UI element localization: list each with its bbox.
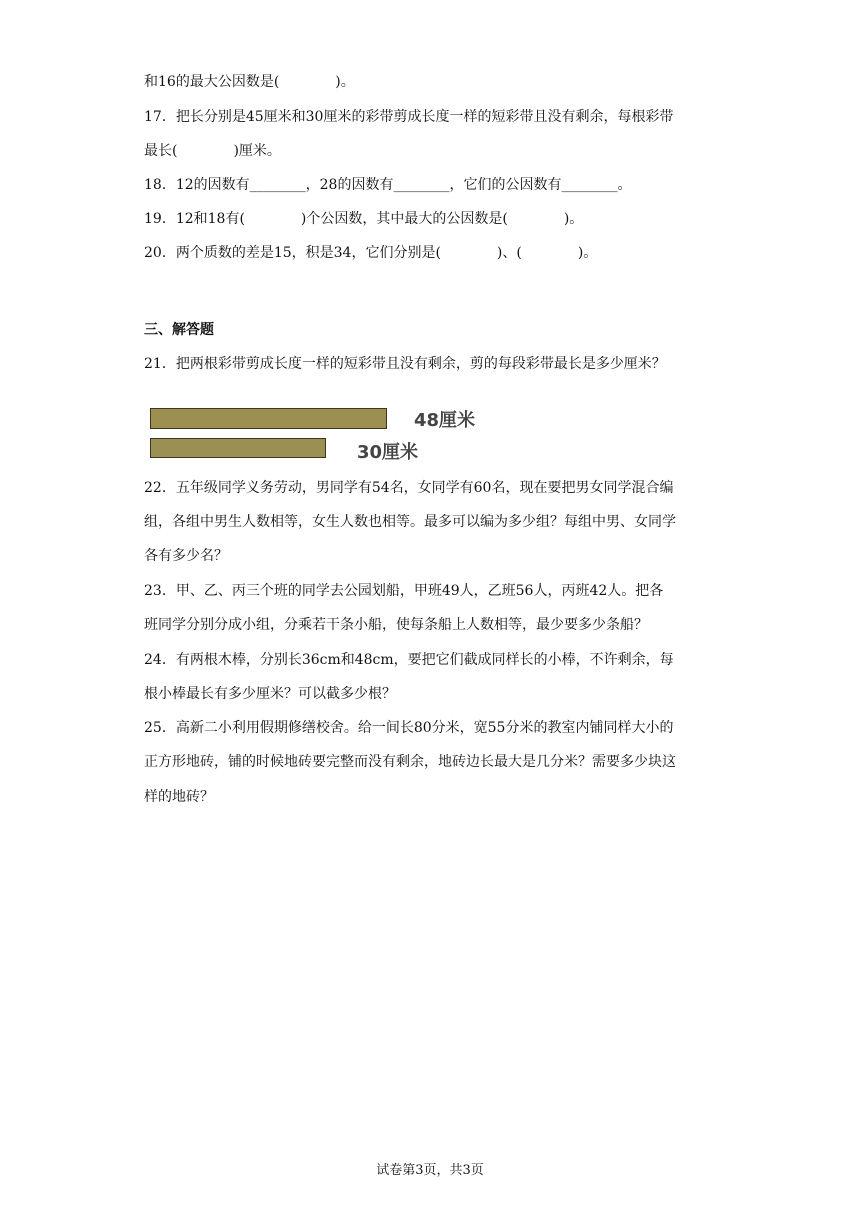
question-23-line-2: 班同学分别分成小组，分乘若干条小船，使每条船上人数相等，最少要多少条船？ bbox=[144, 617, 648, 633]
question-19: 19．12和18有( )个公因数，其中最大的公因数是( )。 bbox=[144, 211, 584, 227]
ribbon-label-30: 30厘米 bbox=[357, 442, 419, 463]
question-20: 20．两个质数的差是15，积是34，它们分别是( )、( )。 bbox=[144, 245, 598, 261]
question-25-line-2: 正方形地砖，铺的时候地砖要完整而没有剩余，地砖边长最大是几分米？需要多少块这 bbox=[144, 754, 676, 770]
question-16-continuation: 和16的最大公因数是( )。 bbox=[144, 74, 355, 90]
question-17-line-2: 最长( )厘米。 bbox=[144, 143, 281, 159]
question-25-line-3: 样的地砖？ bbox=[144, 789, 214, 805]
section-title: 三、解答题 bbox=[144, 322, 214, 338]
ribbon-label-48: 48厘米 bbox=[414, 410, 476, 431]
question-23-line-1: 23．甲、乙、丙三个班的同学去公园划船，甲班49人，乙班56人，丙班42人。把各 bbox=[144, 583, 664, 599]
question-22-line-1: 22．五年级同学义务劳动，男同学有54名，女同学有60名，现在要把男女同学混合编 bbox=[144, 480, 674, 496]
page-footer: 试卷第3页，共3页 bbox=[376, 1163, 484, 1178]
question-17-line-1: 17．把长分别是45厘米和30厘米的彩带剪成长度一样的短彩带且没有剩余，每根彩带 bbox=[144, 109, 674, 125]
question-24-line-1: 24．有两根木棒，分别长36cm和48cm，要把它们截成同样长的小棒，不许剩余，每 bbox=[144, 652, 674, 668]
question-22-line-3: 各有多少名？ bbox=[144, 548, 228, 564]
question-22-line-2: 组，各组中男生人数相等，女生人数也相等。最多可以编为多少组？每组中男、女同学 bbox=[144, 514, 676, 530]
ribbon-bar-48 bbox=[150, 408, 387, 429]
ribbon-bar-30 bbox=[150, 438, 326, 458]
question-24-line-2: 根小棒最长有多少厘米？可以截多少根？ bbox=[144, 686, 396, 702]
question-25-line-1: 25．高新二小利用假期修缮校舍。给一间长80分米，宽55分米的教室内铺同样大小的 bbox=[144, 720, 674, 736]
question-18: 18．12的因数有________，28的因数有________，它们的公因数有________。 bbox=[144, 177, 632, 193]
question-21: 21．把两根彩带剪成长度一样的短彩带且没有剩余，剪的每段彩带最长是多少厘米？ bbox=[144, 356, 666, 372]
